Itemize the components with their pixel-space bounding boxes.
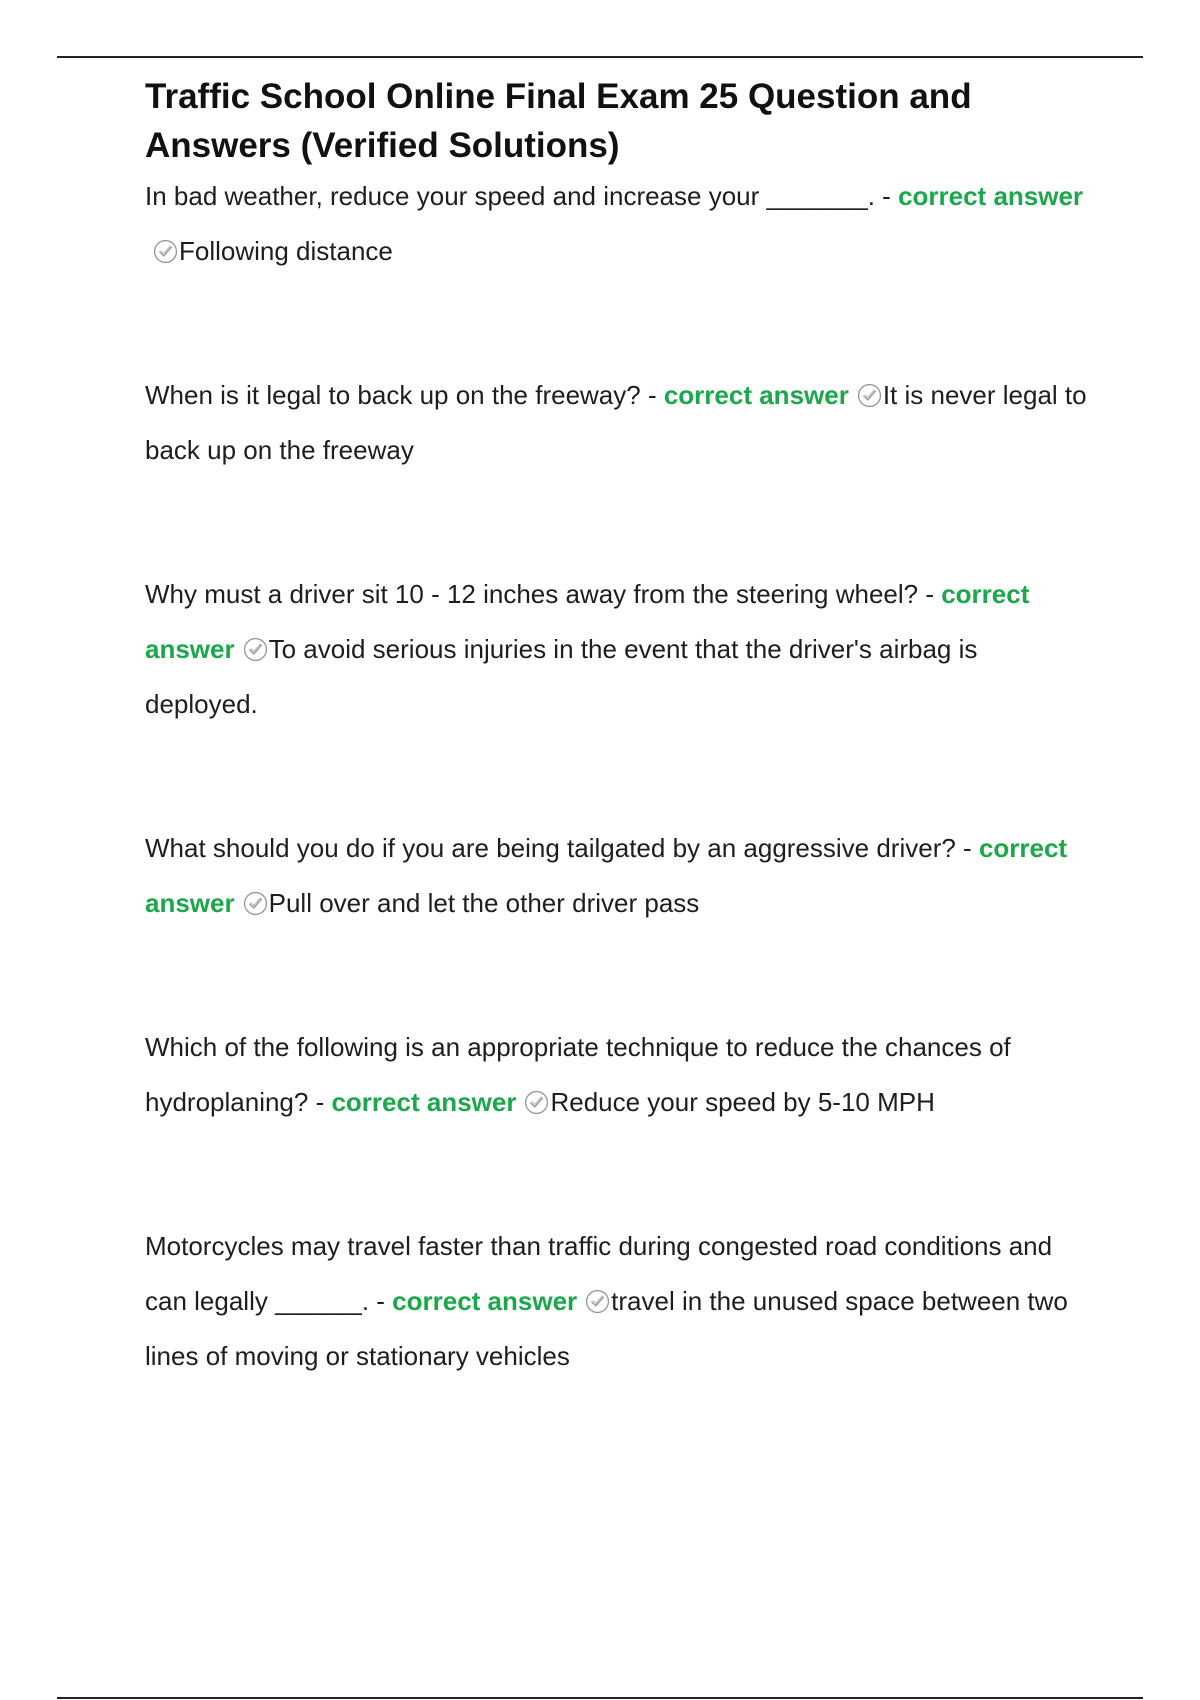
question-text: In bad weather, reduce your speed and increase your _______. - — [145, 181, 899, 211]
qa-item-1 — [145, 169, 1095, 279]
question-text: Which of the following is an appropriate technique to reduce the chances of hydroplaning? - — [145, 1032, 1011, 1117]
qa-item-4 — [145, 821, 1095, 931]
question-text: Why must a driver sit 10 - 12 inches away from the steering wheel? - — [145, 579, 942, 609]
answer-text: Following distance — [179, 236, 393, 266]
check-circle-icon — [585, 1289, 610, 1314]
question-text: When is it legal to back up on the freeway? - — [145, 380, 664, 410]
correct-answer-label: correct answer — [663, 380, 849, 410]
top-rule — [57, 56, 1143, 58]
document-body — [145, 72, 1095, 1473]
check-circle-icon — [243, 637, 268, 662]
qa-item-5 — [145, 1020, 1095, 1130]
question-text: What should you do if you are being tailgated by an aggressive driver? - — [145, 833, 979, 863]
correct-answer-label: correct answer — [898, 181, 1084, 211]
document-title: Traffic School Online Final Exam 25 Question and Answers (Verified Solutions) — [145, 77, 972, 165]
bottom-rule — [57, 1697, 1143, 1699]
correct-answer-label: correct answer — [145, 833, 1068, 918]
answer-text: Pull over and let the other driver pass — [268, 888, 700, 918]
answer-text: Reduce your speed by 5-10 MPH — [550, 1087, 935, 1117]
check-circle-icon — [243, 891, 268, 916]
correct-answer-label: correct answer — [392, 1286, 578, 1316]
check-circle-icon — [857, 383, 882, 408]
check-circle-icon — [153, 239, 178, 264]
qa-item-3 — [145, 567, 1095, 732]
question-text: Motorcycles may travel faster than traffic during congested road conditions and can legally ______. - — [145, 1231, 1053, 1316]
answer-text: To avoid serious injuries in the event that the driver's airbag is deployed. — [145, 634, 978, 719]
qa-list — [145, 169, 1095, 1384]
qa-item-6 — [145, 1219, 1095, 1384]
correct-answer-label: correct answer — [145, 579, 1030, 664]
qa-item-2 — [145, 368, 1095, 478]
answer-text: It is never legal to back up on the freeway — [145, 380, 1087, 465]
answer-text: travel in the unused space between two lines of moving or stationary vehicles — [145, 1286, 1068, 1371]
check-circle-icon — [524, 1090, 549, 1115]
correct-answer-label: correct answer — [331, 1087, 517, 1117]
